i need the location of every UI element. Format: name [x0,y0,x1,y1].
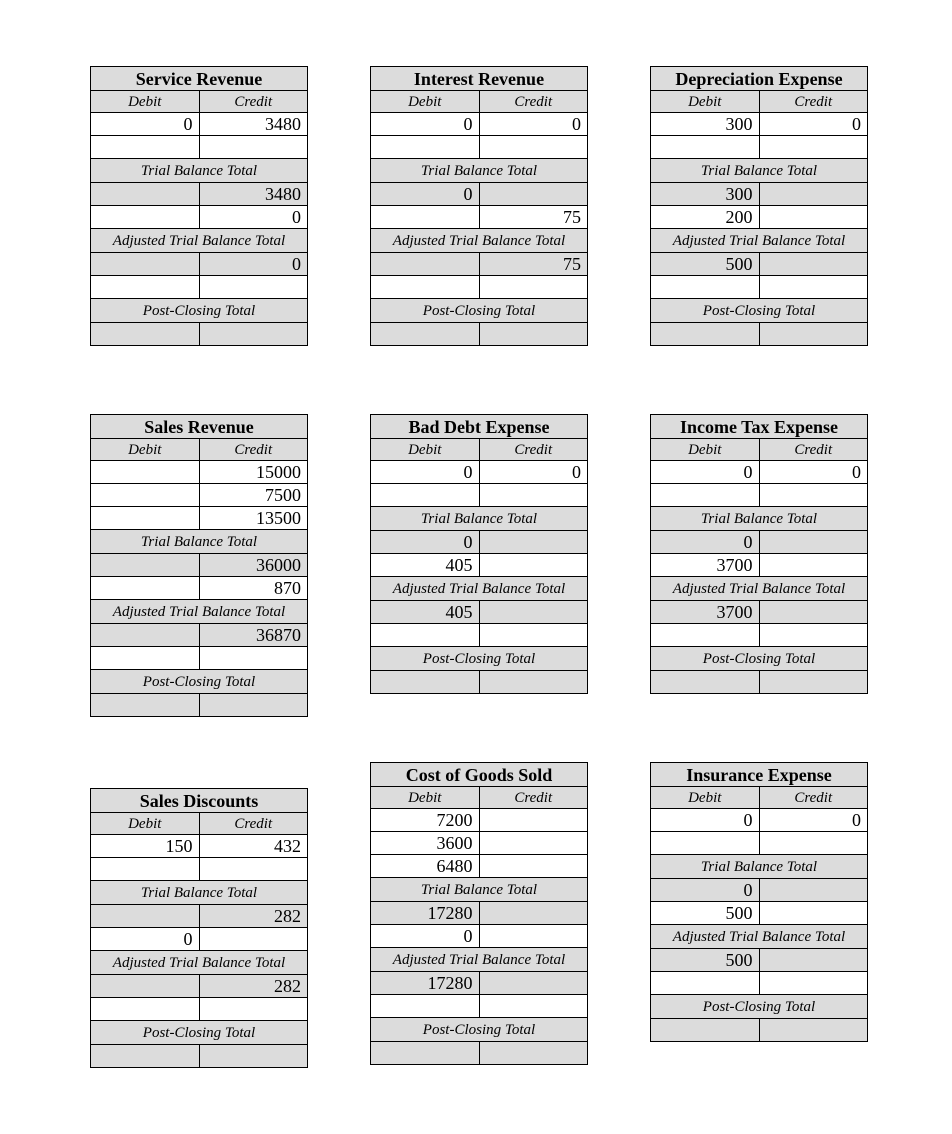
account-title: Depreciation Expense [651,67,868,91]
entry-row-debit[interactable] [91,136,200,159]
entry-row-debit[interactable]: 300 [651,113,760,136]
entry-row-credit[interactable] [479,136,588,159]
post-closing-total-debit[interactable] [91,323,200,346]
entry-row-credit[interactable]: 0 [479,461,588,484]
closing-row-debit[interactable] [91,647,200,670]
trial-balance-label: Trial Balance Total [91,159,308,183]
entry-row-debit[interactable]: 7200 [371,809,480,832]
post-closing-total-debit[interactable] [651,1019,760,1042]
trial-balance-label: Trial Balance Total [371,878,588,902]
entry-row-credit[interactable] [479,809,588,832]
trial-balance-total-debit[interactable] [91,554,200,577]
credit-header: Credit [479,91,588,113]
post-closing-label: Post-Closing Total [371,647,588,671]
t-account-bad-debt-expense [370,414,588,694]
t-account-interest-revenue [370,66,588,346]
entry-row-debit[interactable]: 150 [91,835,200,858]
credit-header: Credit [759,439,868,461]
entry-row-debit[interactable]: 0 [371,113,480,136]
closing-row-debit[interactable] [91,276,200,299]
adjusted-trial-balance-total-credit[interactable]: 282 [199,975,308,998]
trial-balance-total-debit[interactable] [91,905,200,928]
trial-balance-total-credit[interactable]: 36000 [199,554,308,577]
adjusted-trial-balance-label: Adjusted Trial Balance Total [651,229,868,253]
adjusted-trial-balance-total-credit[interactable] [479,601,588,624]
adjusted-trial-balance-label: Adjusted Trial Balance Total [91,951,308,975]
trial-balance-total-credit[interactable]: 3480 [199,183,308,206]
t-account-sales-discounts [90,788,308,1068]
entry-row-credit[interactable]: 432 [199,835,308,858]
adjustment-row-credit[interactable] [759,206,868,229]
entry-row-credit[interactable] [199,858,308,881]
post-closing-total-credit[interactable] [199,323,308,346]
post-closing-total-debit[interactable] [651,323,760,346]
adjusted-trial-balance-total-credit[interactable] [759,253,868,276]
account-title: Income Tax Expense [651,415,868,439]
adjustment-row-debit[interactable]: 500 [651,902,760,925]
debit-header: Debit [651,91,760,113]
trial-balance-total-credit[interactable] [479,902,588,925]
adjusted-trial-balance-total-credit[interactable] [479,972,588,995]
t-account-service-revenue [90,66,308,346]
debit-header: Debit [91,439,200,461]
credit-header: Credit [479,787,588,809]
entry-row-debit[interactable] [91,461,200,484]
adjusted-trial-balance-total-debit[interactable] [91,253,200,276]
trial-balance-label: Trial Balance Total [651,855,868,879]
adjustment-row-credit[interactable] [479,925,588,948]
entry-row-debit[interactable]: 0 [651,461,760,484]
t-account-income-tax-expense [650,414,868,694]
closing-row-debit[interactable] [651,972,760,995]
post-closing-label: Post-Closing Total [651,647,868,671]
closing-row-credit[interactable] [759,624,868,647]
post-closing-total-debit[interactable] [371,671,480,694]
adjusted-trial-balance-total-credit[interactable]: 75 [479,253,588,276]
entry-row-debit[interactable]: 0 [371,461,480,484]
t-account-cost-of-goods-sold [370,762,588,1065]
adjustment-row-credit[interactable] [479,554,588,577]
post-closing-label: Post-Closing Total [91,670,308,694]
trial-balance-label: Trial Balance Total [651,507,868,531]
entry-row-debit[interactable] [371,484,480,507]
closing-row-credit[interactable] [199,647,308,670]
credit-header: Credit [759,91,868,113]
entry-row-credit[interactable] [479,855,588,878]
adjusted-trial-balance-total-debit[interactable]: 405 [371,601,480,624]
adjusted-trial-balance-total-debit[interactable] [91,975,200,998]
closing-row-credit[interactable] [479,276,588,299]
adjustment-row-credit[interactable] [199,928,308,951]
adjusted-trial-balance-total-credit[interactable]: 36870 [199,624,308,647]
post-closing-total-credit[interactable] [479,1042,588,1065]
adjustment-row-credit[interactable]: 0 [199,206,308,229]
trial-balance-total-credit[interactable]: 282 [199,905,308,928]
trial-balance-total-debit[interactable] [91,183,200,206]
post-closing-total-debit[interactable] [91,694,200,717]
debit-header: Debit [651,787,760,809]
adjustment-row-credit[interactable]: 870 [199,577,308,600]
trial-balance-label: Trial Balance Total [371,159,588,183]
adjusted-trial-balance-total-debit[interactable]: 17280 [371,972,480,995]
post-closing-total-credit[interactable] [479,671,588,694]
adjustment-row-credit[interactable]: 75 [479,206,588,229]
debit-header: Debit [371,439,480,461]
adjustment-row-debit[interactable]: 200 [651,206,760,229]
trial-balance-total-credit[interactable] [759,531,868,554]
closing-row-credit[interactable] [199,998,308,1021]
entry-row-debit[interactable] [371,136,480,159]
entry-row-credit[interactable]: 7500 [199,484,308,507]
post-closing-total-credit[interactable] [479,323,588,346]
adjustment-row-debit[interactable] [371,206,480,229]
entry-row-credit[interactable] [759,484,868,507]
adjusted-trial-balance-total-debit[interactable]: 500 [651,949,760,972]
closing-row-credit[interactable] [479,995,588,1018]
adjustment-row-credit[interactable] [759,902,868,925]
trial-balance-total-debit[interactable]: 300 [651,183,760,206]
adjusted-trial-balance-total-credit[interactable] [759,949,868,972]
t-account-depreciation-expense [650,66,868,346]
entry-row-credit[interactable] [759,136,868,159]
closing-row-debit[interactable] [371,624,480,647]
adjusted-trial-balance-total-debit[interactable]: 500 [651,253,760,276]
closing-row-debit[interactable] [651,624,760,647]
trial-balance-label: Trial Balance Total [91,530,308,554]
credit-header: Credit [479,439,588,461]
post-closing-total-credit[interactable] [199,1045,308,1068]
entry-row-credit[interactable] [759,832,868,855]
post-closing-total-credit[interactable] [759,323,868,346]
adjusted-trial-balance-label: Adjusted Trial Balance Total [651,577,868,601]
account-title: Sales Revenue [91,415,308,439]
adjusted-trial-balance-label: Adjusted Trial Balance Total [91,600,308,624]
closing-row-credit[interactable] [759,276,868,299]
adjusted-trial-balance-total-credit[interactable]: 0 [199,253,308,276]
entry-row-credit[interactable]: 15000 [199,461,308,484]
adjusted-trial-balance-total-debit[interactable]: 3700 [651,601,760,624]
trial-balance-total-credit[interactable] [479,183,588,206]
adjustment-row-debit[interactable]: 3700 [651,554,760,577]
adjustment-row-debit[interactable]: 0 [371,925,480,948]
adjusted-trial-balance-total-credit[interactable] [759,601,868,624]
entry-row-credit[interactable]: 3480 [199,113,308,136]
account-title: Insurance Expense [651,763,868,787]
post-closing-total-debit[interactable] [371,323,480,346]
post-closing-total-debit[interactable] [651,671,760,694]
post-closing-label: Post-Closing Total [651,995,868,1019]
closing-row-debit[interactable] [91,998,200,1021]
t-account-insurance-expense [650,762,868,1042]
adjusted-trial-balance-label: Adjusted Trial Balance Total [91,229,308,253]
credit-header: Credit [759,787,868,809]
debit-header: Debit [371,787,480,809]
post-closing-label: Post-Closing Total [651,299,868,323]
closing-row-credit[interactable] [479,624,588,647]
entry-row-credit[interactable]: 0 [479,113,588,136]
post-closing-total-credit[interactable] [199,694,308,717]
account-title: Cost of Goods Sold [371,763,588,787]
adjusted-trial-balance-label: Adjusted Trial Balance Total [651,925,868,949]
trial-balance-label: Trial Balance Total [651,159,868,183]
entry-row-debit[interactable] [651,136,760,159]
adjustment-row-debit[interactable]: 0 [91,928,200,951]
trial-balance-total-debit[interactable]: 0 [371,183,480,206]
trial-balance-total-credit[interactable] [759,183,868,206]
post-closing-label: Post-Closing Total [91,299,308,323]
entry-row-credit[interactable]: 0 [759,809,868,832]
adjusted-trial-balance-label: Adjusted Trial Balance Total [371,948,588,972]
entry-row-debit[interactable] [91,507,200,530]
trial-balance-total-debit[interactable]: 0 [651,531,760,554]
adjusted-trial-balance-total-debit[interactable] [371,253,480,276]
entry-row-debit[interactable] [91,858,200,881]
account-title: Bad Debt Expense [371,415,588,439]
credit-header: Credit [199,813,308,835]
entry-row-debit[interactable] [651,832,760,855]
closing-row-debit[interactable] [371,276,480,299]
adjustment-row-debit[interactable] [91,206,200,229]
adjusted-trial-balance-label: Adjusted Trial Balance Total [371,577,588,601]
entry-row-credit[interactable] [479,484,588,507]
adjustment-row-debit[interactable]: 405 [371,554,480,577]
account-title: Interest Revenue [371,67,588,91]
t-account-sales-revenue [90,414,308,717]
account-title: Service Revenue [91,67,308,91]
closing-row-debit[interactable] [371,995,480,1018]
debit-header: Debit [91,813,200,835]
entry-row-debit[interactable] [651,484,760,507]
post-closing-total-debit[interactable] [371,1042,480,1065]
post-closing-label: Post-Closing Total [371,1018,588,1042]
closing-row-credit[interactable] [759,972,868,995]
trial-balance-label: Trial Balance Total [371,507,588,531]
post-closing-total-debit[interactable] [91,1045,200,1068]
entry-row-debit[interactable]: 0 [91,113,200,136]
entry-row-debit[interactable]: 3600 [371,832,480,855]
trial-balance-total-debit[interactable]: 0 [371,531,480,554]
post-closing-label: Post-Closing Total [91,1021,308,1045]
post-closing-total-credit[interactable] [759,671,868,694]
trial-balance-total-debit[interactable]: 17280 [371,902,480,925]
adjustment-row-credit[interactable] [759,554,868,577]
closing-row-debit[interactable] [651,276,760,299]
adjustment-row-debit[interactable] [91,577,200,600]
entry-row-debit[interactable] [91,484,200,507]
entry-row-credit[interactable]: 13500 [199,507,308,530]
post-closing-total-credit[interactable] [759,1019,868,1042]
debit-header: Debit [651,439,760,461]
trial-balance-total-credit[interactable] [479,531,588,554]
credit-header: Credit [199,439,308,461]
closing-row-credit[interactable] [199,276,308,299]
trial-balance-total-debit[interactable]: 0 [651,879,760,902]
entry-row-debit[interactable]: 6480 [371,855,480,878]
adjusted-trial-balance-label: Adjusted Trial Balance Total [371,229,588,253]
credit-header: Credit [199,91,308,113]
account-title: Sales Discounts [91,789,308,813]
entry-row-credit[interactable] [479,832,588,855]
entry-row-debit[interactable]: 0 [651,809,760,832]
trial-balance-total-credit[interactable] [759,879,868,902]
trial-balance-label: Trial Balance Total [91,881,308,905]
entry-row-credit[interactable] [199,136,308,159]
debit-header: Debit [91,91,200,113]
entry-row-credit[interactable]: 0 [759,461,868,484]
entry-row-credit[interactable]: 0 [759,113,868,136]
debit-header: Debit [371,91,480,113]
adjusted-trial-balance-total-debit[interactable] [91,624,200,647]
post-closing-label: Post-Closing Total [371,299,588,323]
